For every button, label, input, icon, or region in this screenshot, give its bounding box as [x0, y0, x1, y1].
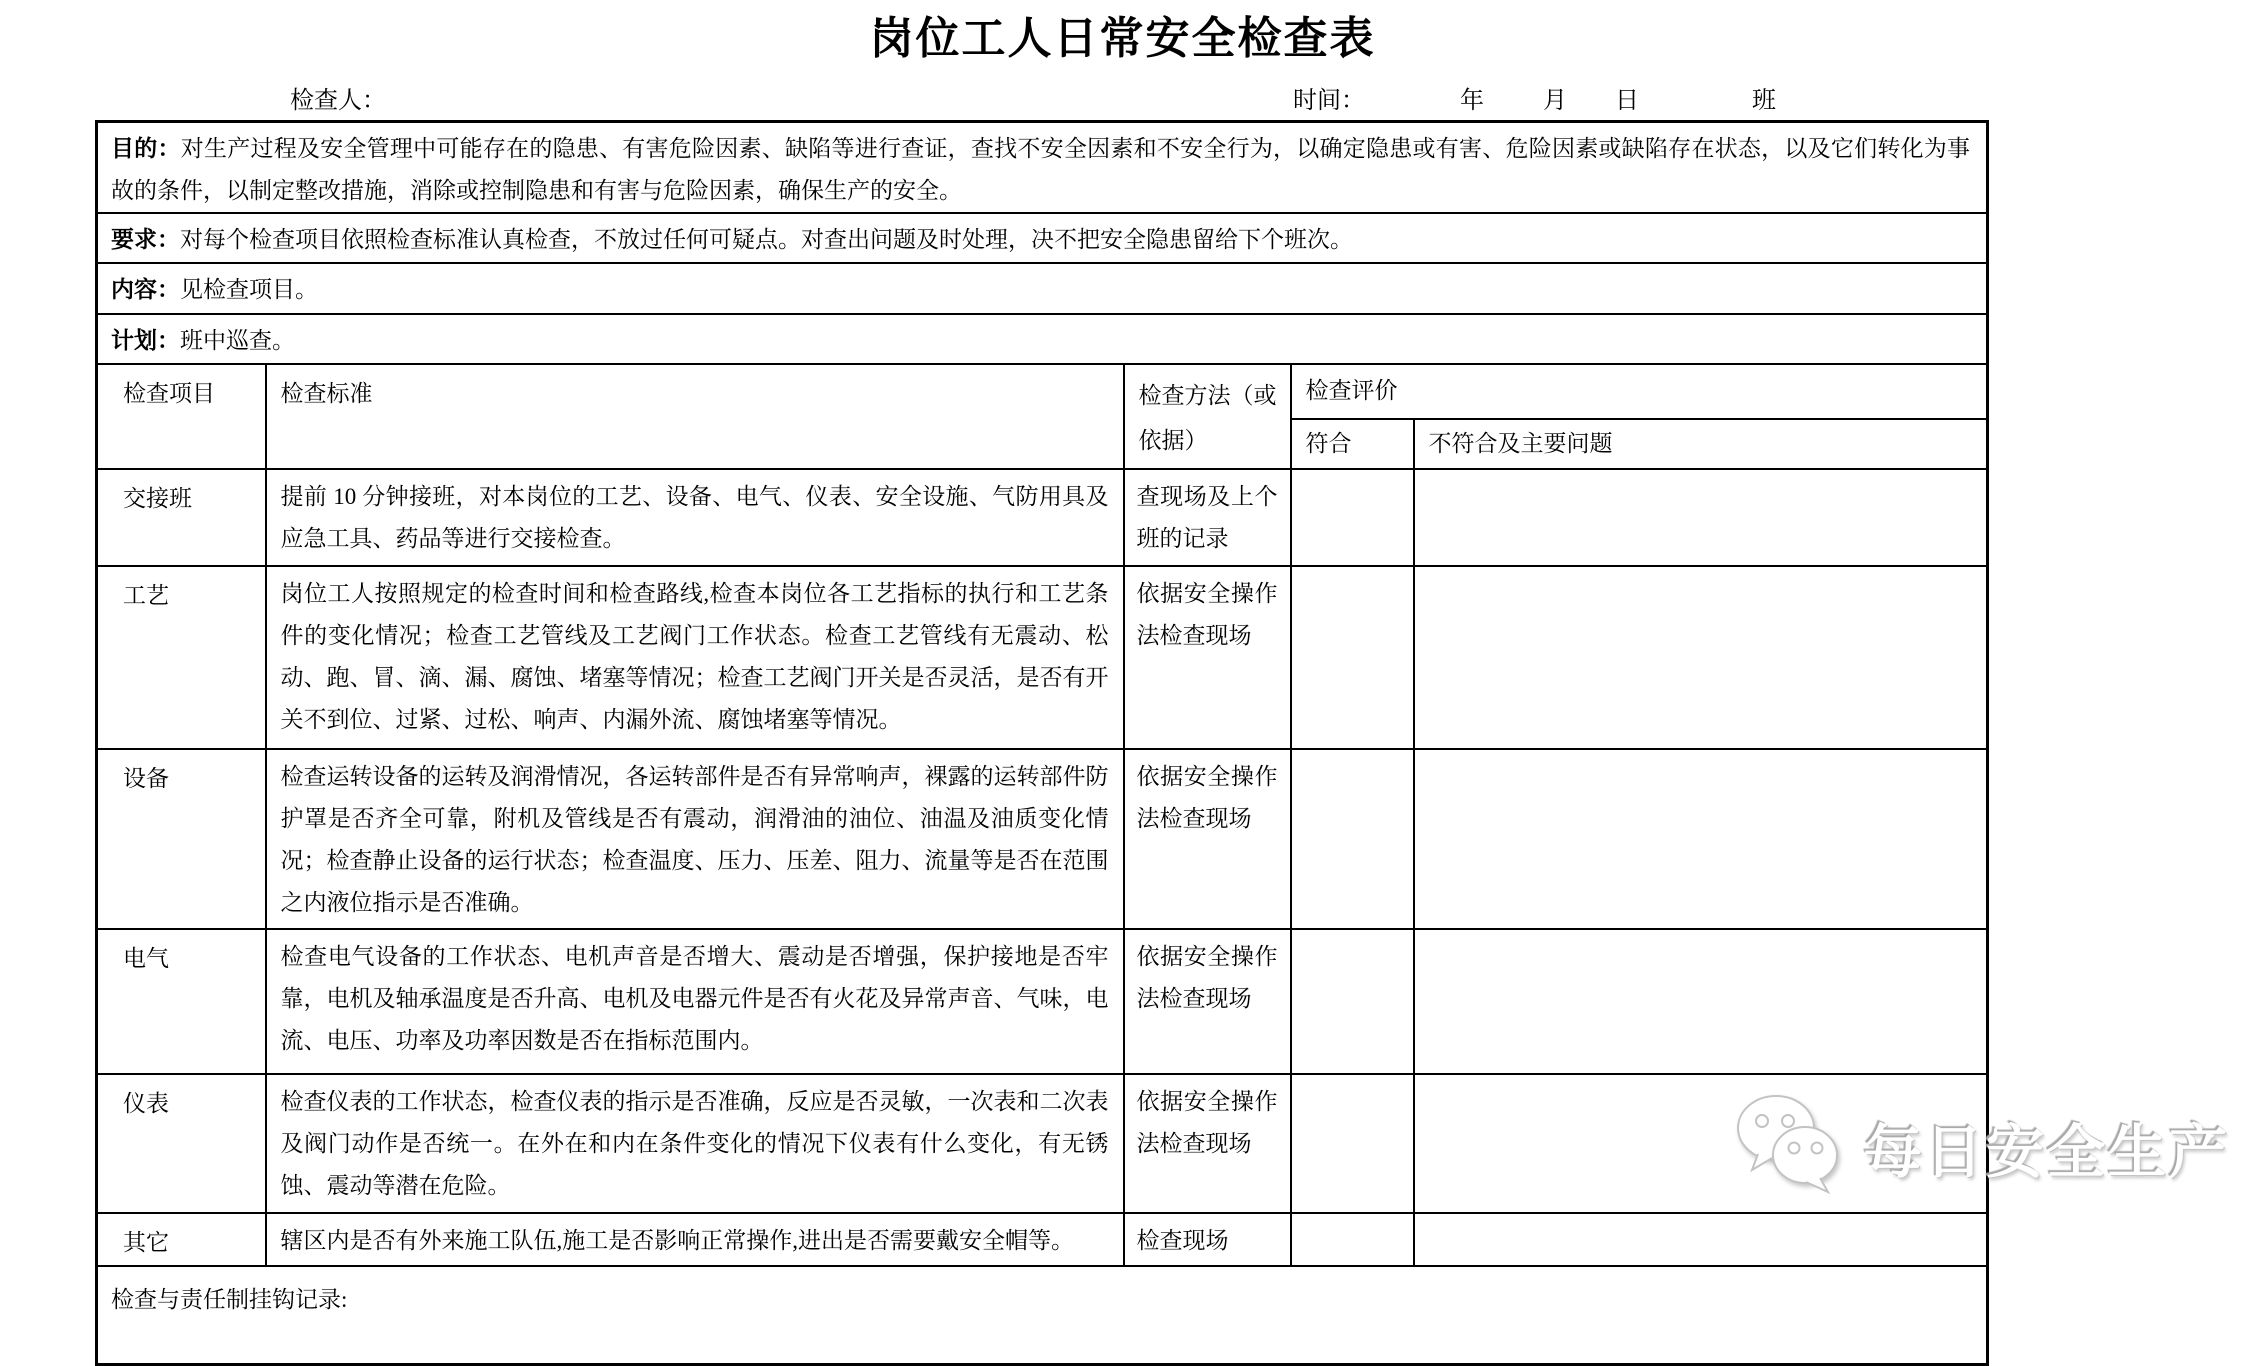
row-item: 其它	[97, 1213, 266, 1266]
row-nonconform-cell	[1414, 1213, 1988, 1266]
table-row-electrical	[97, 929, 1988, 1074]
header-row	[97, 364, 1988, 419]
requirement-label: 要求：	[111, 227, 180, 252]
table-row-process	[97, 566, 1988, 749]
row-nonconform-cell	[1414, 749, 1988, 929]
row-method: 依据安全操作法检查现场	[1124, 929, 1291, 1074]
row-item: 仪表	[97, 1074, 266, 1213]
row-conform-cell	[1291, 749, 1414, 929]
shift-label: 班	[1752, 88, 1776, 114]
purpose-text: 对生产过程及安全管理中可能存在的隐患、有害危险因素、缺陷等进行查证，查找不安全因素和不安全行为，以确定隐患或有害、危险因素或缺陷存在状态，以及它们转化为事故的条件，以制定整改措施，消除或控制隐患和有害与危险因素，确保生产的安全。	[111, 136, 1971, 203]
content-text: 见检查项目。	[180, 277, 318, 302]
row-nonconform-cell	[1414, 469, 1988, 566]
header-standard: 检查标准	[266, 364, 1124, 469]
wechat-icon	[1732, 1088, 1850, 1206]
row-item: 电气	[97, 929, 266, 1074]
table-row-shift-handover	[97, 469, 1988, 566]
requirement-text: 对每个检查项目依照检查标准认真检查，不放过任何可疑点。对查出问题及时处理，决不把安全隐患留给下个班次。	[180, 227, 1353, 252]
row-standard: 辖区内是否有外来施工队伍,施工是否影响正常操作,进出是否需要戴安全帽等。	[266, 1213, 1124, 1266]
inspection-table	[95, 120, 1989, 1366]
plan-row	[97, 314, 1988, 364]
row-standard: 检查运转设备的运转及润滑情况，各运转部件是否有异常响声，裸露的运转部件防护罩是否齐全可靠，附机及管线是否有震动，润滑油的油位、油温及油质变化情况；检查静止设备的运行状态；检查温度、压力、压差、阻力、流量等是否在范围之内液位指示是否准确。	[266, 749, 1124, 929]
row-item: 交接班	[97, 469, 266, 566]
header-nonconform: 不符合及主要问题	[1414, 419, 1988, 469]
content-label: 内容：	[111, 277, 180, 302]
footer-row	[97, 1266, 1988, 1365]
requirement-row	[97, 213, 1988, 263]
time-label: 时间：	[1293, 88, 1365, 114]
watermark	[1732, 1088, 2230, 1206]
day-label: 日	[1615, 88, 1639, 114]
header-conform: 符合	[1291, 419, 1414, 469]
requirement-cell	[97, 213, 1988, 263]
content-cell	[97, 263, 1988, 314]
table-row-instrument	[97, 1074, 1988, 1213]
header-evaluation: 检查评价	[1291, 364, 1988, 419]
month-label: 月	[1543, 88, 1567, 114]
row-conform-cell	[1291, 1213, 1414, 1266]
row-method: 查现场及上个班的记录	[1124, 469, 1291, 566]
plan-label: 计划：	[111, 328, 180, 353]
row-item: 设备	[97, 749, 266, 929]
row-standard: 检查电气设备的工作状态、电机声音是否增大、震动是否增强，保护接地是否牢靠，电机及轴承温度是否升高、电机及电器元件是否有火花及异常声音、气味，电流、电压、功率及功率因数是否在指标范围内。	[266, 929, 1124, 1074]
row-standard: 检查仪表的工作状态，检查仪表的指示是否准确，反应是否灵敏，一次表和二次表及阀门动作是否统一。在外在和内在条件变化的情况下仪表有什么变化，有无锈蚀、震动等潜在危险。	[266, 1074, 1124, 1213]
row-method: 依据安全操作法检查现场	[1124, 1074, 1291, 1213]
table-row-equipment	[97, 749, 1988, 929]
year-label: 年	[1460, 88, 1484, 114]
row-conform-cell	[1291, 929, 1414, 1074]
header-method: 检查方法（或依据）	[1124, 364, 1291, 469]
row-method: 依据安全操作法检查现场	[1124, 749, 1291, 929]
purpose-row	[97, 122, 1988, 214]
row-nonconform-cell	[1414, 566, 1988, 749]
row-standard: 岗位工人按照规定的检查时间和检查路线,检查本岗位各工艺指标的执行和工艺条件的变化情况；检查工艺管线及工艺阀门工作状态。检查工艺管线有无震动、松动、跑、冒、滴、漏、腐蚀、堵塞等情况；检查工艺阀门开关是否灵活，是否有开关不到位、过紧、过松、响声、内漏外流、腐蚀堵塞等情况。	[266, 566, 1124, 749]
purpose-cell	[97, 122, 1988, 214]
row-standard: 提前 10 分钟接班，对本岗位的工艺、设备、电气、仪表、安全设施、气防用具及应急工具、药品等进行交接检查。	[266, 469, 1124, 566]
table-row-other	[97, 1213, 1988, 1266]
row-method: 依据安全操作法检查现场	[1124, 566, 1291, 749]
header-item: 检查项目	[97, 364, 266, 469]
watermark-text: 每日安全生产	[1864, 1120, 2231, 1185]
purpose-label: 目的：	[111, 136, 181, 161]
row-conform-cell	[1291, 566, 1414, 749]
inspector-label: 检查人：	[290, 88, 386, 114]
row-conform-cell	[1291, 469, 1414, 566]
page-title: 岗位工人日常安全检查表	[869, 14, 1376, 63]
row-conform-cell	[1291, 1074, 1414, 1213]
plan-cell	[97, 314, 1988, 364]
row-method: 检查现场	[1124, 1213, 1291, 1266]
plan-text: 班中巡查。	[180, 328, 295, 353]
row-item: 工艺	[97, 566, 266, 749]
row-nonconform-cell	[1414, 929, 1988, 1074]
footer-record-label: 检查与责任制挂钩记录:	[97, 1266, 1988, 1365]
content-row	[97, 263, 1988, 314]
